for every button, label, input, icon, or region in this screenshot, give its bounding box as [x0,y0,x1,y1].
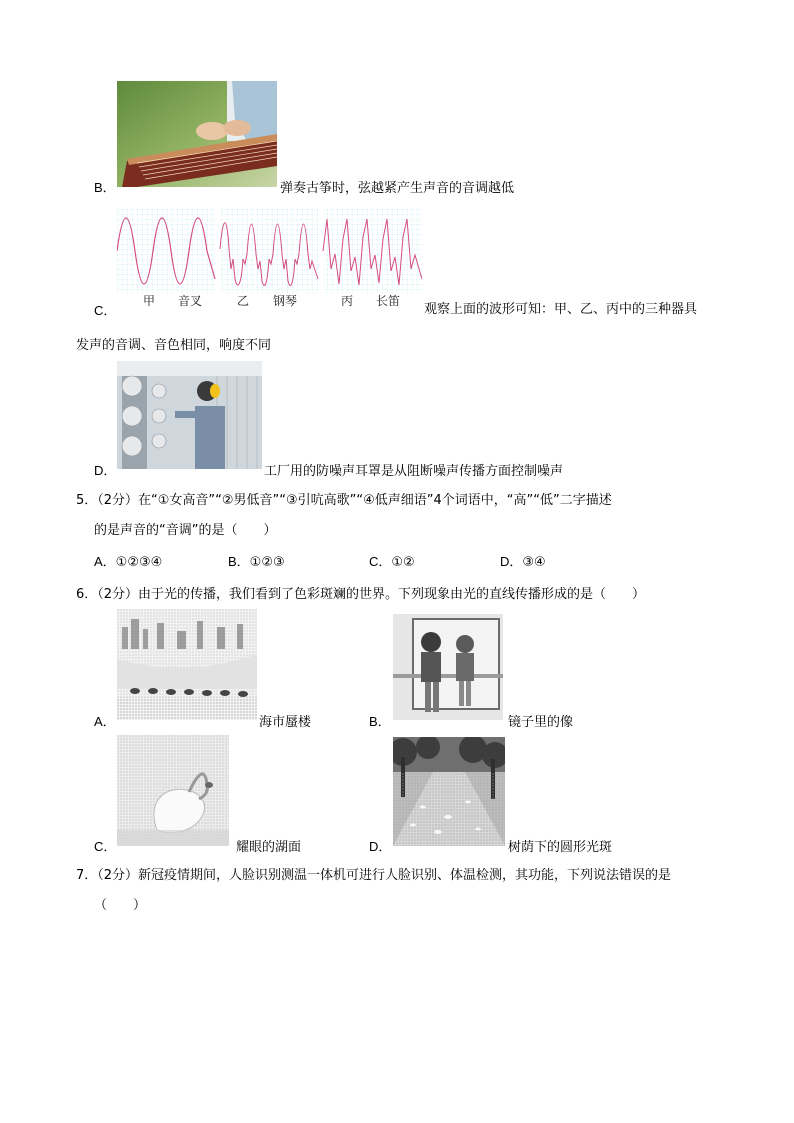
q5-option-a-text: ①②③④ [115,555,163,570]
wave-label-tuning-fork: 音叉 [178,294,203,308]
waveform-graphs [117,209,422,293]
factory-illustration [117,361,262,469]
q4-option-c-letter: C． [94,303,117,318]
swan-lake-illustration [117,735,229,846]
q5-option-c-letter: C． [369,554,392,569]
q6-stem: 6．（2分）由于光的传播，我们看到了色彩斑斓的世界。下列现象由光的直线传播形成的是（ ） [76,587,646,602]
q5-option-b-letter: B． [228,554,250,569]
q5-stem-line2: 的是声音的“音调”的是（ ） [94,523,277,538]
wave-label-jia: 甲 [143,294,156,308]
q6-option-d-text: 树荫下的圆形光斑 [508,840,613,855]
q7-stem-line2: （ ） [94,898,147,913]
q5-option-b [228,551,285,570]
q5-option-d [500,551,546,570]
q4-option-d-letter: D． [94,463,117,478]
q6-option-a-letter: A． [94,714,116,729]
mirage-photo [117,609,257,720]
guzheng-illustration [117,81,277,187]
swan-lake-photo [117,735,229,846]
waveform-panel [117,209,422,293]
q6-option-c-letter: C． [94,839,117,854]
wave-label-flute: 长笛 [376,294,401,308]
q4-option-b [94,177,116,196]
q4-option-c-text-line1: 观察上面的波形可知：甲、乙、丙中的三种器具 [424,302,698,317]
q6-option-a-text: 海市蜃楼 [259,715,312,730]
q5-option-d-text: ③④ [522,555,546,570]
q6-option-c-text: 耀眼的湖面 [236,840,302,855]
tree-shade-illustration [393,737,505,846]
q4-option-b-text: 弹奏古筝时，弦越紧产生声音的音调越低 [280,181,515,196]
tree-shade-photo [393,737,505,846]
q4-option-d-text: 工厂用的防噪声耳罩是从阻断噪声传播方面控制噪声 [264,464,564,479]
factory-earmuff-photo [117,361,262,469]
wave-label-bing: 丙 [341,294,354,308]
mirage-illustration [117,609,257,720]
mirror-illustration [393,614,503,720]
q6-option-b-letter: B． [369,714,391,729]
q4-option-c-text-line2: 发声的音调、音色相同，响度不同 [76,338,272,353]
q6-option-d-letter: D． [369,839,392,854]
q5-option-c [369,551,415,570]
mirror-photo [393,614,503,720]
wave-label-yi: 乙 [237,294,250,308]
q5-stem-line1: 5．（2分）在“①女高音”“②男低音”“③引吭高歌”“④低声细语”4个词语中，“高”“低”二字描述 [76,493,612,508]
q5-option-b-text: ①②③ [249,555,285,570]
q5-option-a-letter: A． [94,554,116,569]
q7-stem-line1: 7．（2分）新冠疫情期间，人脸识别测温一体机可进行人脸识别、体温检测，其功能，下列说法错误的是 [76,868,672,883]
q5-option-a [94,551,162,570]
q6-option-b-text: 镜子里的像 [508,715,574,730]
q4-option-b-letter: B． [94,180,116,195]
wave-label-piano: 钢琴 [273,294,298,308]
guzheng-photo [117,81,277,187]
q5-option-c-text: ①② [391,555,415,570]
q5-option-d-letter: D． [500,554,523,569]
